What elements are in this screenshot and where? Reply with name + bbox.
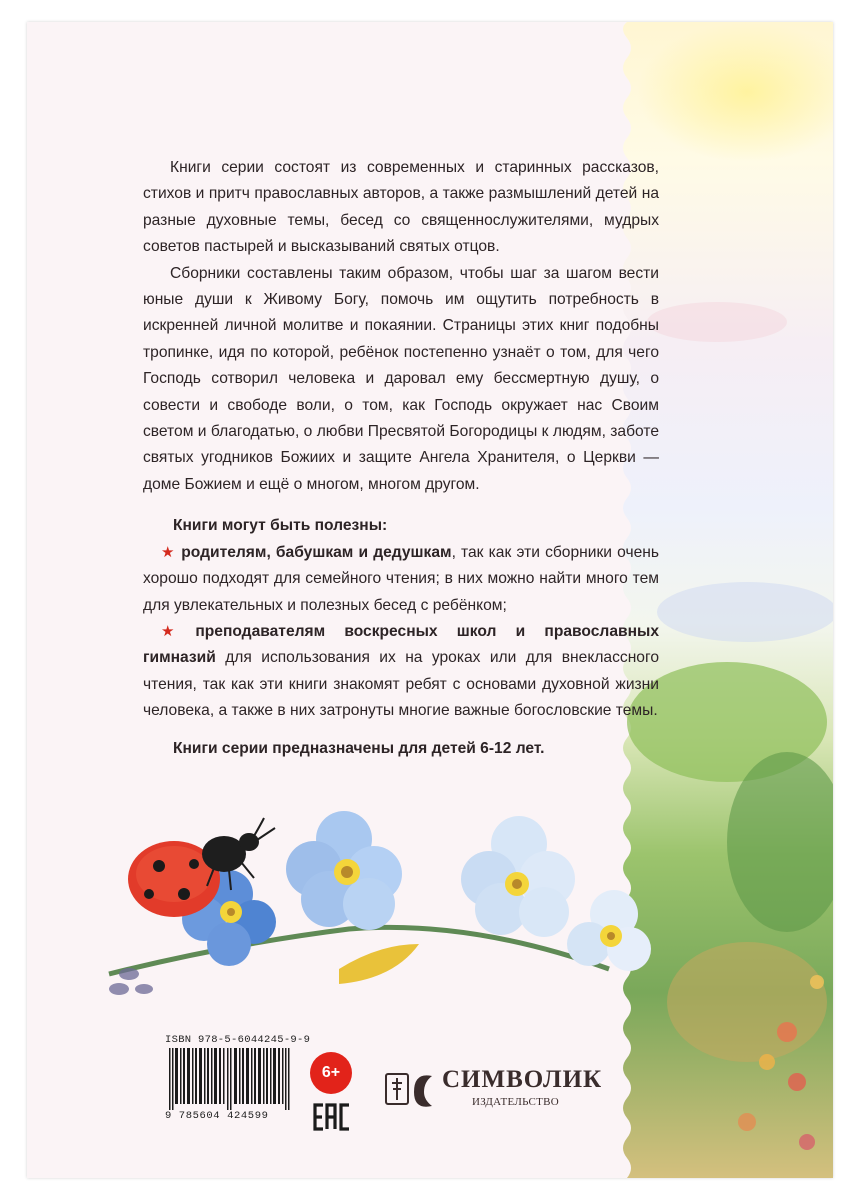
useful-heading: Книги могут быть полезны: <box>173 517 388 534</box>
star-icon: ★ <box>161 544 176 561</box>
publisher-name: СИМВОЛИК <box>442 1066 603 1093</box>
ages-note: Книги серии предназначены для детей 6-12 лет. <box>173 740 545 757</box>
useful-item-teachers <box>143 619 659 725</box>
useful-item-bold: преподавателям воскресных школ и православных гимназий <box>143 623 659 667</box>
publisher-logo <box>384 1064 604 1124</box>
useful-item-text: для использования их на уроках или для внеклассного чтения, так как эти книги знакомят ребят с основами духовной жизни человека, а также в них затронуты многие важные богословские темы. <box>143 649 659 720</box>
forget-me-not-illustration <box>89 794 669 1034</box>
eac-mark-icon <box>313 1102 353 1132</box>
useful-item-text: , так как эти сборники очень хорошо подходят для семейного чтения; в них можно найти много тем для увлекательных и полезных бесед с ребёнком; <box>143 544 659 614</box>
series-description <box>143 155 659 498</box>
flower-1 <box>286 811 402 930</box>
useful-item-parents <box>143 540 659 619</box>
useful-item-bold: родителям, бабушкам и дедушкам <box>181 544 452 561</box>
flower-2 <box>461 816 575 937</box>
star-icon: ★ <box>161 623 190 640</box>
age-rating-badge: 6+ <box>310 1052 352 1094</box>
flower-3 <box>567 890 651 971</box>
isbn-number: ISBN 978-5-6044245-9-9 <box>165 1034 311 1046</box>
description-paragraph-2: Сборники составлены таким образом, чтобы шаг за шагом вести юные души к Живому Богу, помочь им ощутить потребность в искренней личной молитве и покаянии. Страницы этих книг подобны тропинке, идя по которой, ребёнок постепенно узнаёт о том, для чего Господь сотворил человека и даровал ему бессмертную душу, о совести и свободе воли, о том, как Господь окружает нас Своим светом и благодатью, о любви Пресвятой Богородицы к людям, заботе святых угодников Божиих и защите Ангела Хранителя, о Церкви — доме Божием и ещё о многом, многом другом. <box>143 264 659 493</box>
description-paragraph-1: Книги серии состоят из современных и старинных рассказов, стихов и притч православных авторов, а также размышлений детей на разные духовные темы, бесед со священнослужителями, мудрых советов пастырей и высказываний святых отцов. <box>143 159 659 256</box>
publisher-emblem-icon <box>384 1064 436 1116</box>
publisher-subtitle: ИЗДАТЕЛЬСТВО <box>472 1096 559 1108</box>
barcode <box>165 1034 311 1134</box>
barcode-bars <box>165 1048 299 1110</box>
back-cover <box>27 22 833 1178</box>
barcode-number: 9 785604 424599 <box>165 1110 269 1122</box>
